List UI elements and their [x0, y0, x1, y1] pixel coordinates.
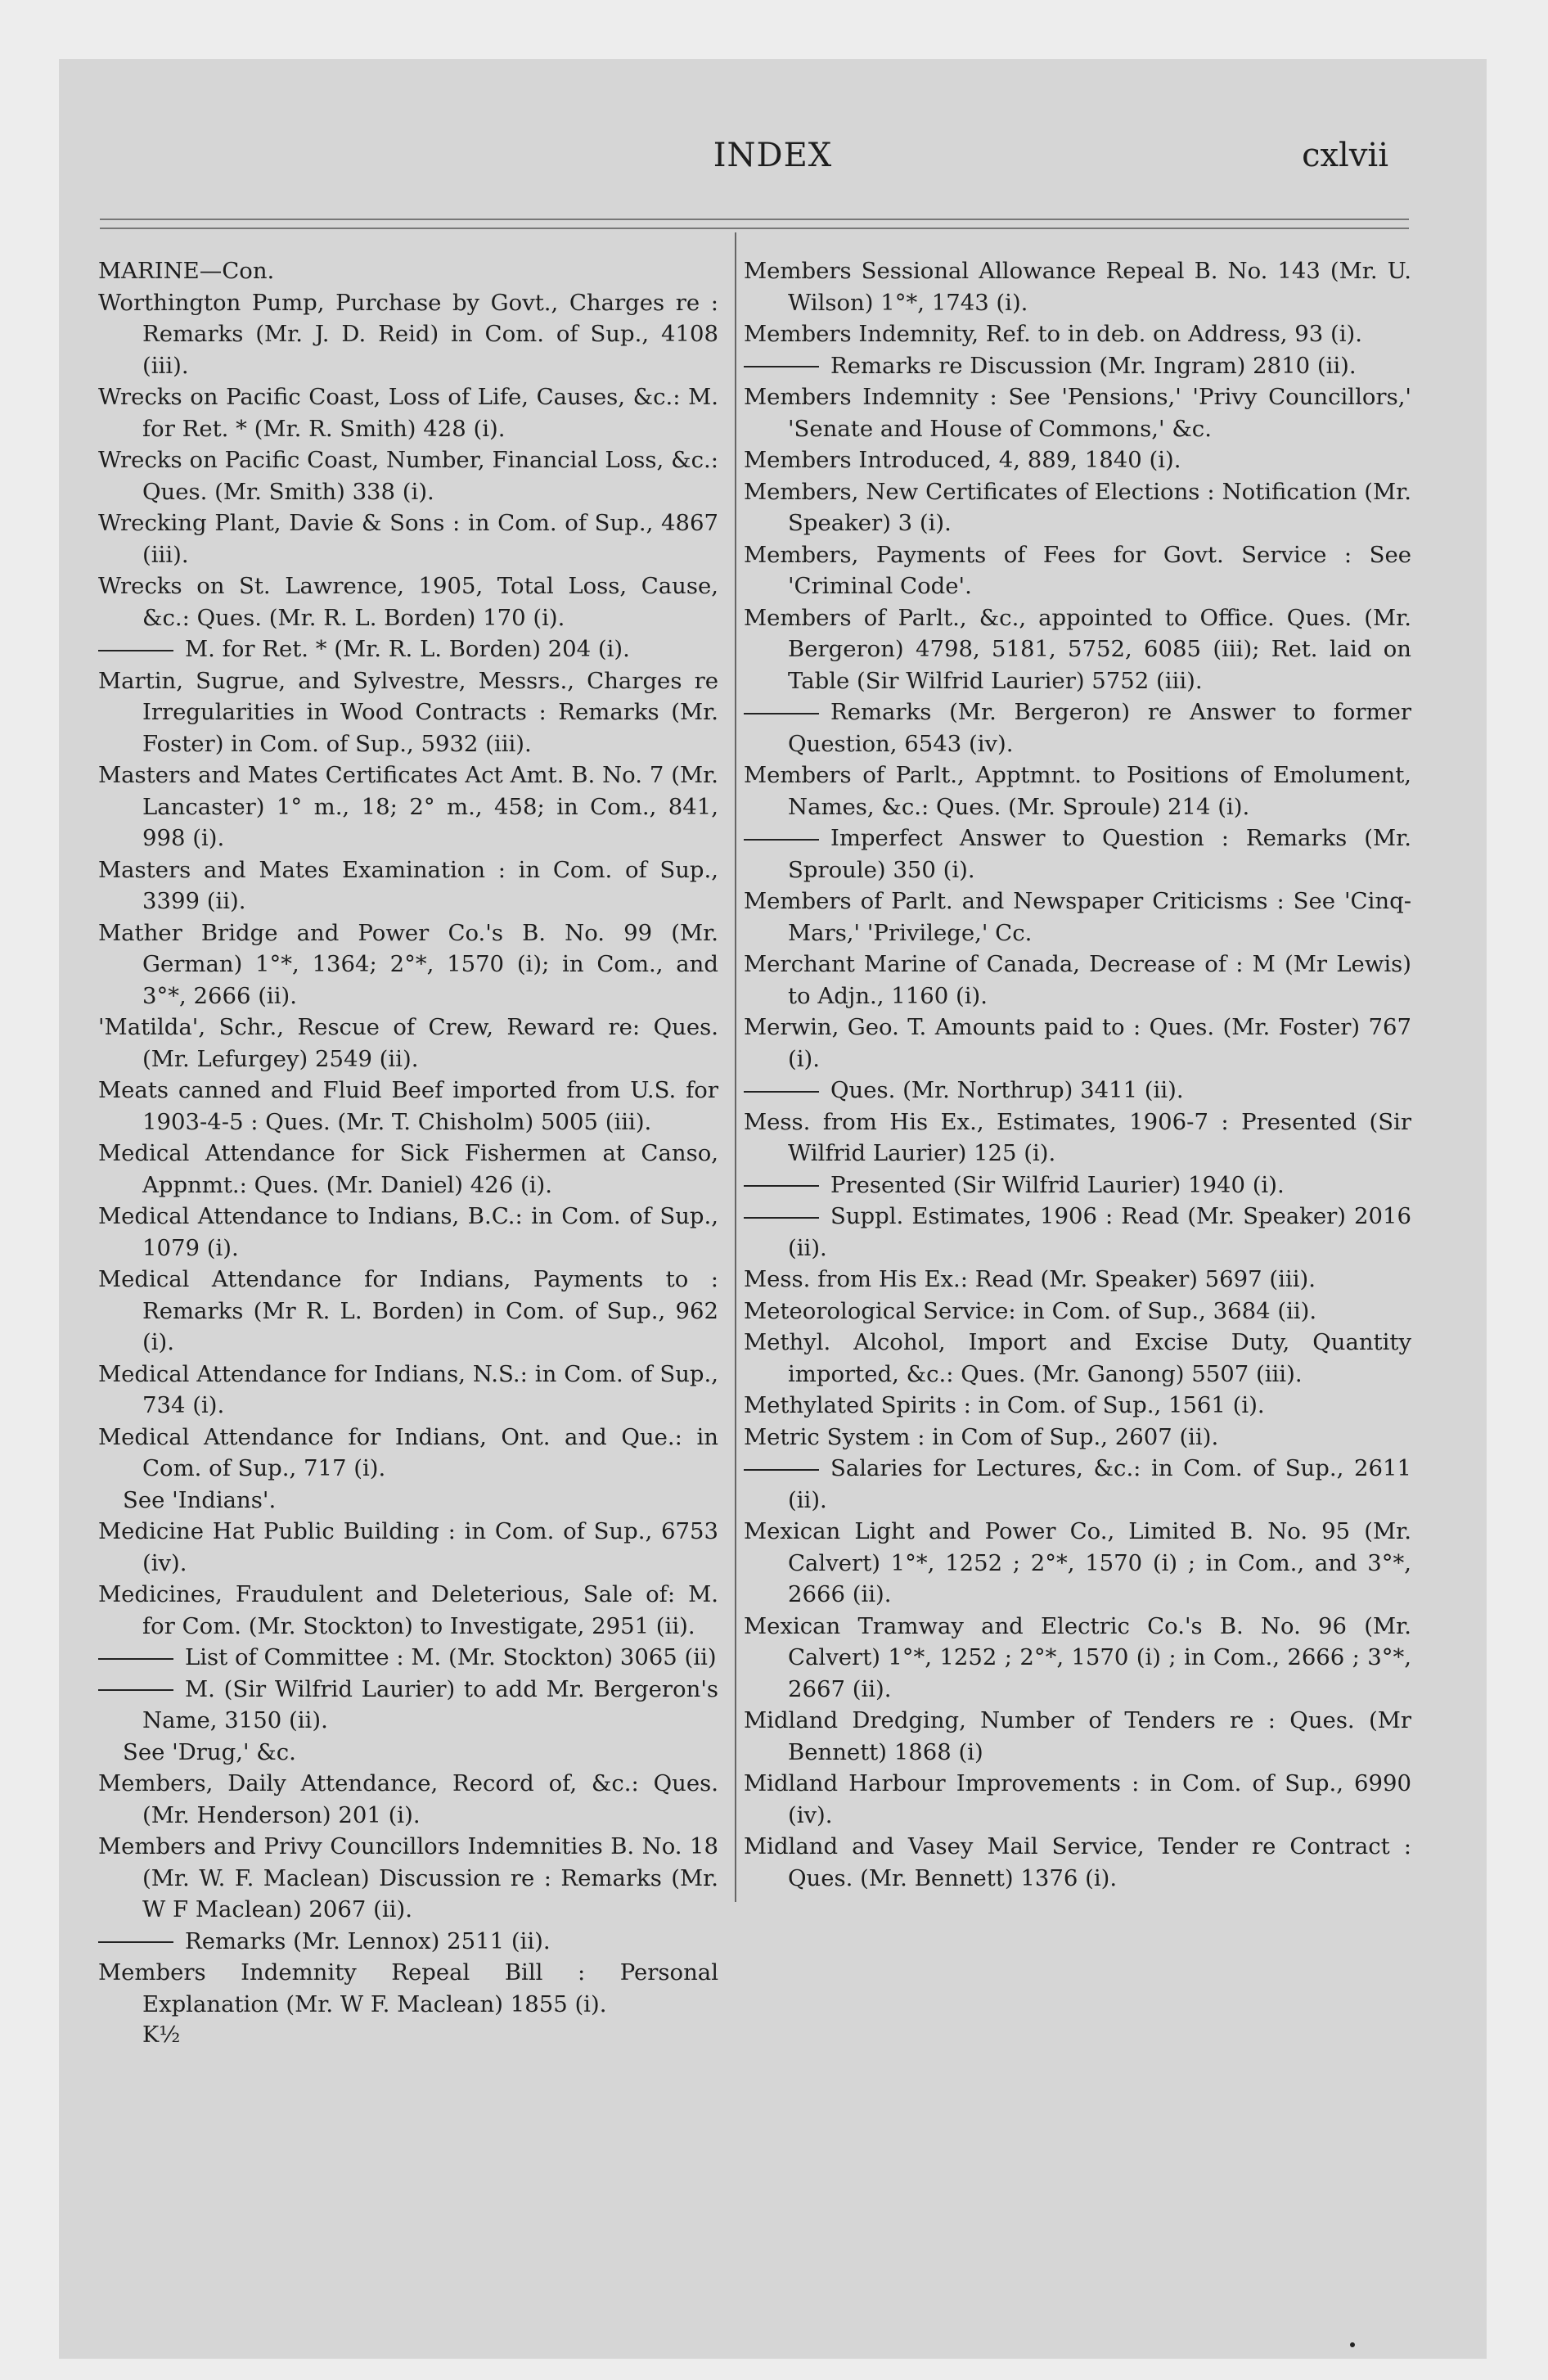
index-entry: Members Sessional Allowance Repeal B. No. 143 (Mr. U. Wilson) 1°*, 1743 (i). [744, 258, 1411, 316]
index-entry: Wrecking Plant, Davie & Sons : in Com. of Sup., 4867 (iii). [98, 510, 718, 568]
index-entry: Members, New Certificates of Elections : Notification (Mr. Speaker) 3 (i). [744, 478, 1411, 536]
index-entry: Medicine Hat Public Building : in Com. of Sup., 6753 (iv). [98, 1518, 718, 1576]
index-subentry: Suppl. Estimates, 1906 : Read (Mr. Speaker) 2016 (ii). [744, 1201, 1411, 1264]
index-entry: Members, Daily Attendance, Record of, &c.: Ques. (Mr. Henderson) 201 (i). [98, 1770, 718, 1828]
index-entry: Midland and Vasey Mail Service, Tender re Contract : Ques. (Mr. Bennett) 1376 (i). [744, 1833, 1411, 1891]
header-rule [100, 228, 1409, 229]
index-entry: Mather Bridge and Power Co.'s B. No. 99 (Mr. German) 1°*, 1364; 2°*, 1570 (i); in Com., and 3°*, 2666 (ii). [98, 919, 718, 1009]
index-subentry: M. for Ret. * (Mr. R. L. Borden) 204 (i). [98, 633, 718, 665]
index-entry: Wrecks on Pacific Coast, Loss of Life, Causes, &c.: M. for Ret. * (Mr. R. Smith) 428 (i). [98, 384, 718, 442]
index-entry: 'Matilda', Schr., Rescue of Crew, Reward re: Ques. (Mr. Lefurgey) 2549 (ii). [98, 1014, 718, 1072]
index-entry: Meats canned and Fluid Beef imported from U.S. for 1903-4-5 : Ques. (Mr. T. Chisholm) 5005 (iii). [98, 1077, 718, 1135]
index-entry: Medical Attendance for Indians, Ont. and Que.: in Com. of Sup., 717 (i). [98, 1423, 718, 1481]
footer-mark [1350, 2342, 1355, 2347]
index-entry: Wrecks on St. Lawrence, 1905, Total Loss, Cause, &c.: Ques. (Mr. R. L. Borden) 170 (i). [98, 573, 718, 631]
index-entry: Worthington Pump, Purchase by Govt., Charges re : Remarks (Mr. J. D. Reid) in Com. of Sup., 4108 (iii). [98, 289, 718, 379]
scanned-page [59, 59, 1487, 2359]
index-subentry: List of Committee : M. (Mr. Stockton) 3065 (ii) [98, 1642, 718, 1674]
index-entry: Wrecks on Pacific Coast, Number, Financial Loss, &c.: Ques. (Mr. Smith) 338 (i). [98, 447, 718, 505]
index-entry: Midland Dredging, Number of Tenders re : Ques. (Mr Bennett) 1868 (i) [744, 1707, 1411, 1765]
right-column [744, 255, 1411, 1894]
index-entry: Masters and Mates Certificates Act Amt. B. No. 7 (Mr. Lancaster) 1° m., 18; 2° m., 458; in Com., 841, 998 (i). [98, 762, 718, 851]
index-entry: Members and Privy Councillors Indemnities B. No. 18 (Mr. W. F. Maclean) Discussion re : Remarks (Mr. W F Maclean) 2067 (ii). [98, 1833, 718, 1922]
index-entry: Members Indemnity : See 'Pensions,' 'Privy Councillors,' 'Senate and House of Commons,' &c. [744, 384, 1411, 442]
index-entry: Medical Attendance for Indians, N.S.: in Com. of Sup., 734 (i). [98, 1360, 718, 1418]
index-entry: Members Indemnity, Ref. to in deb. on Address, 93 (i). [744, 321, 1362, 347]
index-entry: See 'Drug,' &c. [123, 1738, 296, 1765]
left-column [98, 255, 718, 2052]
index-entry: Methyl. Alcohol, Import and Excise Duty, Quantity imported, &c.: Ques. (Mr. Ganong) 5507 (iii). [744, 1329, 1411, 1387]
index-subentry: Imperfect Answer to Question : Remarks (Mr. Sproule) 350 (i). [744, 823, 1411, 886]
index-entry: Members Introduced, 4, 889, 1840 (i). [744, 447, 1181, 473]
index-subentry: Remarks (Mr. Bergeron) re Answer to former Question, 6543 (iv). [744, 696, 1411, 760]
index-entry: Members of Parlt. and Newspaper Criticisms : See 'Cinq-Mars,' 'Privilege,' Cc. [744, 888, 1411, 946]
index-subentry: M. (Sir Wilfrid Laurier) to add Mr. Bergeron's Name, 3150 (ii). [98, 1674, 718, 1737]
index-entry: MARINE—Con. [98, 258, 275, 284]
index-entry: Masters and Mates Examination : in Com. of Sup., 3399 (ii). [98, 856, 718, 914]
index-entry: Midland Harbour Improvements : in Com. of Sup., 6990 (iv). [744, 1770, 1411, 1828]
index-entry: Mess. from His Ex., Estimates, 1906-7 : Presented (Sir Wilfrid Laurier) 125 (i). [744, 1108, 1411, 1166]
index-subentry: Ques. (Mr. Northrup) 3411 (ii). [744, 1075, 1411, 1107]
header-rule [100, 219, 1409, 220]
index-entry: Methylated Spirits : in Com. of Sup., 1561 (i). [744, 1392, 1265, 1418]
index-entry: Members Indemnity Repeal Bill : Personal Explanation (Mr. W F. Maclean) 1855 (i). [98, 1959, 718, 2017]
running-title: INDEX [713, 137, 833, 174]
index-entry: See 'Indians'. [123, 1486, 277, 1513]
page-header [59, 137, 1487, 194]
signature-mark: K½ [142, 2022, 181, 2048]
index-entry: Members, Payments of Fees for Govt. Service : See 'Criminal Code'. [744, 541, 1411, 599]
index-entry: Members of Parlt., &c., appointed to Office. Ques. (Mr. Bergeron) 4798, 5181, 5752, 6085 (iii); Ret. laid on Table (Sir Wilfrid Laurier) 5752 (iii). [744, 604, 1411, 694]
index-entry: Members of Parlt., Apptmnt. to Positions of Emolument, Names, &c.: Ques. (Mr. Sproule) 214 (i). [744, 762, 1411, 820]
index-entry: Medical Attendance to Indians, B.C.: in Com. of Sup., 1079 (i). [98, 1203, 718, 1261]
index-entry: Mexican Tramway and Electric Co.'s B. No. 96 (Mr. Calvert) 1°*, 1252 ; 2°*, 1570 (i) ; in Com., 2666 ; 3°*, 2667 (ii). [744, 1612, 1411, 1702]
index-entry: Mess. from His Ex.: Read (Mr. Speaker) 5697 (iii). [744, 1266, 1316, 1292]
index-entry: Medicines, Fraudulent and Deleterious, Sale of: M. for Com. (Mr. Stockton) to Investigate, 2951 (ii). [98, 1581, 718, 1639]
index-entry: Martin, Sugrue, and Sylvestre, Messrs., Charges re Irregularities in Wood Contracts : Remarks (Mr. Foster) in Com. of Sup., 5932 (iii). [98, 667, 718, 757]
index-entry: Medical Attendance for Indians, Payments to : Remarks (Mr R. L. Borden) in Com. of Sup., 962 (i). [98, 1266, 718, 1355]
index-entry: Meteorological Service: in Com. of Sup., 3684 (ii). [744, 1297, 1317, 1324]
index-entry: Mexican Light and Power Co., Limited B. No. 95 (Mr. Calvert) 1°*, 1252 ; 2°*, 1570 (i) ; in Com., and 3°*, 2666 (ii). [744, 1518, 1411, 1607]
index-entry: Merchant Marine of Canada, Decrease of : M (Mr Lewis) to Adjn., 1160 (i). [744, 951, 1411, 1009]
index-subentry: Salaries for Lectures, &c.: in Com. of Sup., 2611 (ii). [744, 1453, 1411, 1516]
index-entry: Metric System : in Com of Sup., 2607 (ii). [744, 1423, 1219, 1450]
column-divider [735, 232, 736, 1902]
page-number: cxlvii [1302, 137, 1388, 174]
index-subentry: Remarks (Mr. Lennox) 2511 (ii). [98, 1926, 718, 1958]
index-subentry: Remarks re Discussion (Mr. Ingram) 2810 (ii). [744, 350, 1411, 382]
index-entry: Medical Attendance for Sick Fishermen at Canso, Appnmt.: Ques. (Mr. Daniel) 426 (i). [98, 1140, 718, 1198]
index-subentry: Presented (Sir Wilfrid Laurier) 1940 (i). [744, 1170, 1411, 1201]
index-entry: Merwin, Geo. T. Amounts paid to : Ques. (Mr. Foster) 767 (i). [744, 1014, 1411, 1072]
